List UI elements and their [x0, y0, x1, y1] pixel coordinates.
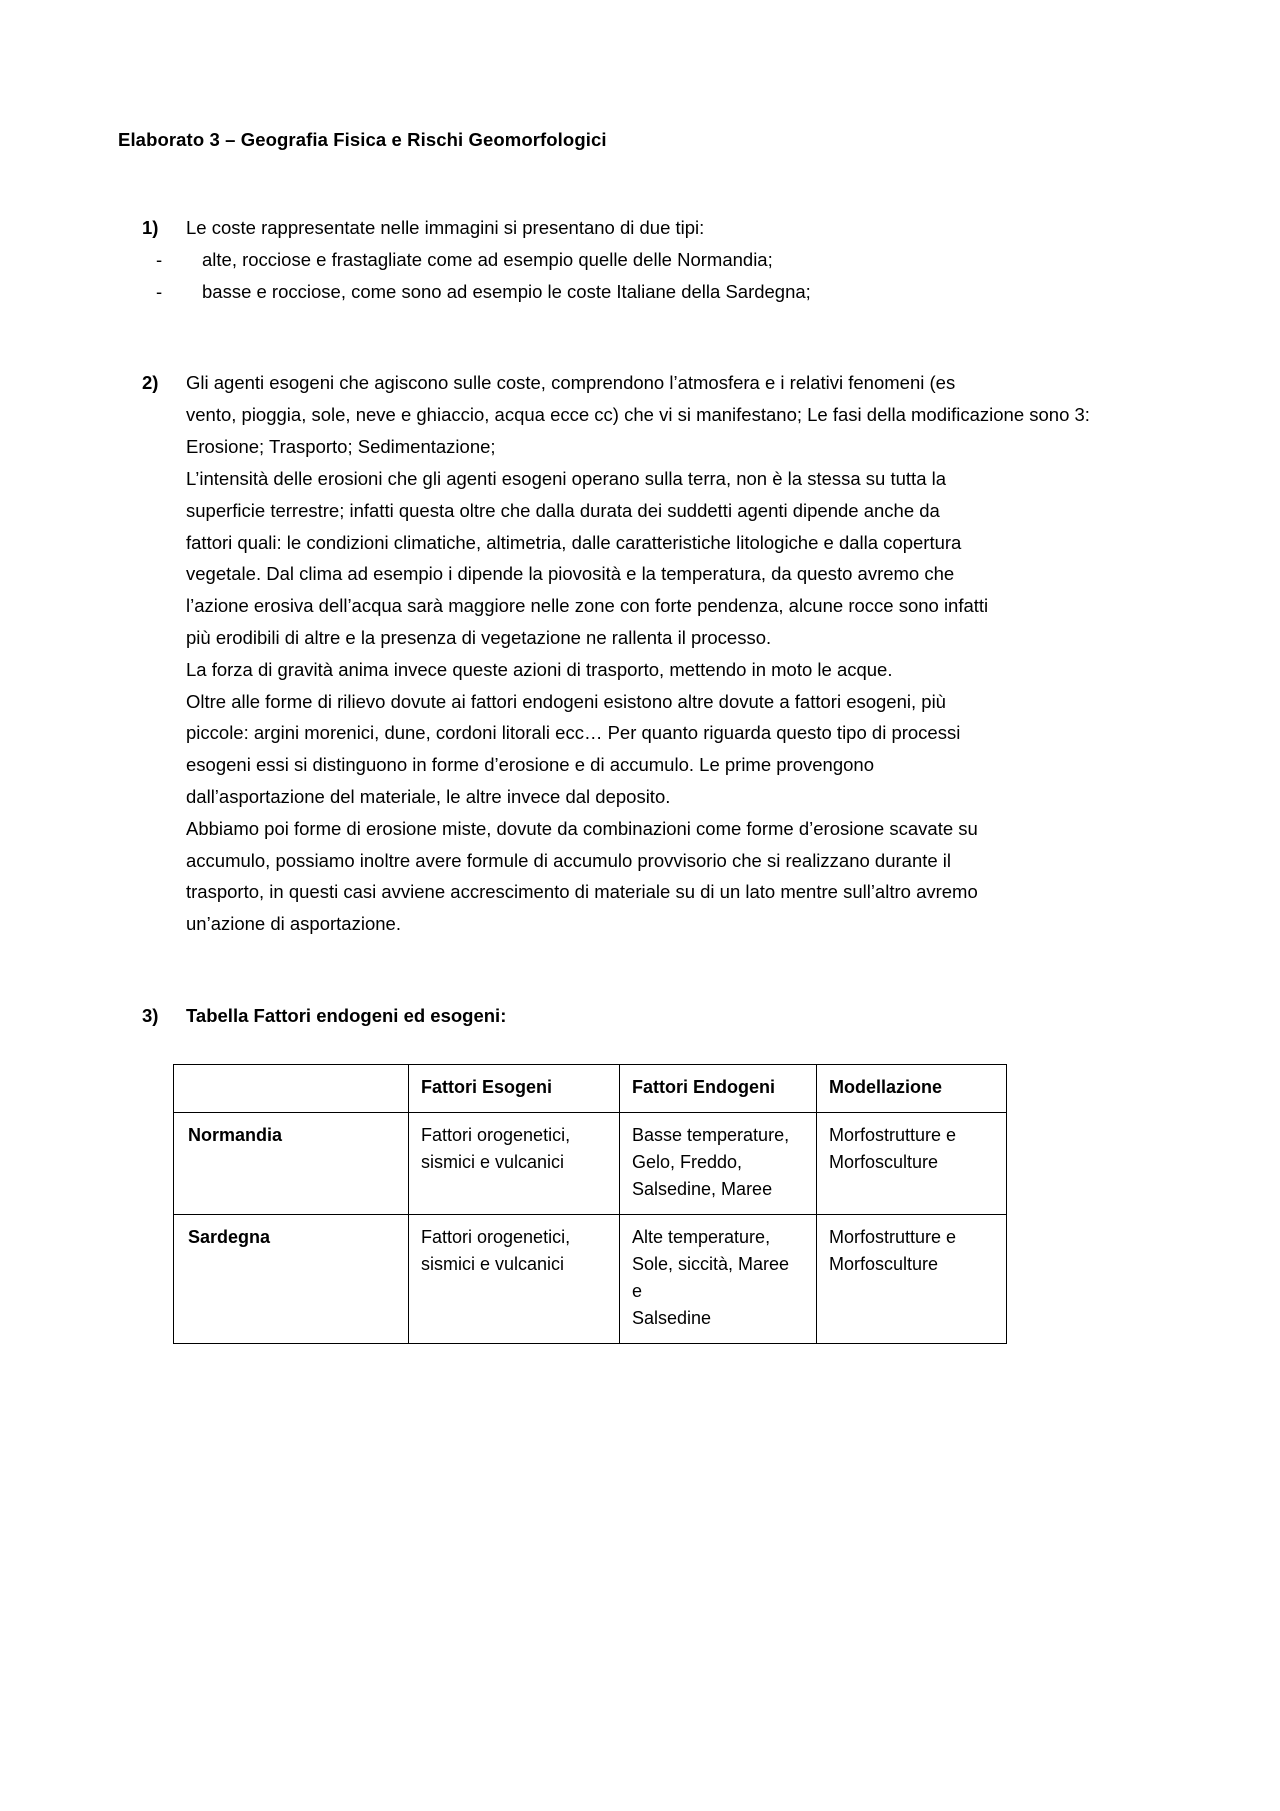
paragraph-line: L’intensità delle erosioni che gli agenti esogeni operano sulla terra, non è la stessa su tutta la: [186, 467, 947, 489]
list-item-3: [142, 1000, 1130, 1032]
cell-line: Gelo, Freddo,: [632, 1151, 743, 1172]
dash-marker: -: [156, 280, 163, 302]
paragraph-line: La forza di gravità anima invece queste azioni di trasporto, mettendo in moto le acque.: [186, 658, 893, 680]
table-row-label: Normandia: [174, 1112, 409, 1214]
paragraph-line: piccole: argini morenici, dune, cordoni litorali ecc… Per quanto riguarda questo tipo di processi: [186, 722, 961, 744]
list-item-2-text: [186, 367, 1130, 940]
table-row: [174, 1214, 1007, 1343]
paragraph-line: l’azione erosiva dell’acqua sarà maggiore nelle zone con forte pendenza, alcune rocce sono infatti: [186, 595, 989, 617]
table-header-cell-modellazione: Modellazione: [817, 1064, 1007, 1112]
list-marker-2: 2): [142, 372, 159, 394]
paragraph-line: Le fasi della modificazione sono 3:: [807, 404, 1090, 426]
paragraph-line: Erosione;: [186, 436, 265, 458]
table-header-cell-blank: [174, 1064, 409, 1112]
table-header-row: [174, 1064, 1007, 1112]
cell-line: sismici e vulcanici: [421, 1253, 565, 1274]
cell-line: Morfostrutture e: [829, 1226, 957, 1247]
paragraph-line: vento, pioggia, sole, neve e ghiaccio, acqua ecce cc) che vi si manifestano;: [186, 404, 802, 426]
table-cell-modellazione: [817, 1214, 1007, 1343]
paragraph-line: Oltre alle forme di rilievo dovute ai fattori endogeni esistono altre dovute a fattori esogeni, più: [186, 690, 946, 712]
list-item-2: [142, 367, 1130, 940]
list-item-3-text: Tabella Fattori endogeni ed esogeni:: [186, 1005, 507, 1027]
paragraph-line: Gli agenti esogeni che agiscono sulle coste, comprendono l’atmosfera e i relativi fenomeni (es: [186, 372, 956, 394]
paragraph-line: un’azione di asportazione.: [186, 913, 401, 935]
spacer: [118, 152, 1130, 212]
table-cell-modellazione: [817, 1112, 1007, 1214]
paragraph-line: vegetale. Dal clima ad esempio i dipende la piovosità e la temperatura, da questo avremo che: [186, 563, 955, 585]
paragraph-line: dall’asportazione del materiale, le altre invece dal deposito.: [186, 786, 671, 808]
cell-line: sismici e vulcanici: [421, 1151, 565, 1172]
list-marker-3: 3): [142, 1005, 159, 1027]
cell-line: Salsedine, Maree: [632, 1178, 773, 1199]
cell-line: Morfostrutture e: [829, 1124, 957, 1145]
dash-item-text: alte, rocciose e frastagliate come ad esempio quelle delle Normandia;: [202, 248, 773, 270]
table-row: [174, 1112, 1007, 1214]
table-cell-endogeni: [620, 1112, 817, 1214]
paragraph-line: accumulo, possiamo inoltre avere formule di accumulo provvisorio che si realizzano durante il: [186, 849, 952, 871]
list-item-1: [142, 212, 1130, 244]
table-header-cell-endogeni: Fattori Endogeni: [620, 1064, 817, 1112]
factors-table-wrapper: [173, 1064, 1130, 1344]
table-cell-endogeni: [620, 1214, 817, 1343]
spacer: [118, 307, 1130, 367]
cell-line: Fattori orogenetici,: [421, 1124, 571, 1145]
cell-line: Basse temperature,: [632, 1124, 790, 1145]
list-marker-1: 1): [142, 217, 159, 239]
paragraph-line: trasporto, in questi casi avviene accrescimento di materiale su di un lato mentre sull’altro avremo: [186, 881, 978, 903]
paragraph-line: fattori quali: le condizioni climatiche, altimetria, dalle caratteristiche litologiche e dalla copertura: [186, 531, 962, 553]
cell-line: Sole, siccità, Maree e: [632, 1253, 790, 1301]
spacer: [118, 940, 1130, 1000]
cell-line: Alte temperature,: [632, 1226, 771, 1247]
cell-line: Fattori orogenetici,: [421, 1226, 571, 1247]
page-title: Elaborato 3 – Geografia Fisica e Rischi Geomorfologici: [118, 129, 607, 150]
dash-marker: -: [156, 248, 163, 270]
cell-line: Salsedine: [632, 1307, 712, 1328]
factors-table: [173, 1064, 1007, 1344]
list-item: [156, 276, 1130, 308]
table-cell-esogeni: [409, 1112, 620, 1214]
list-item: [156, 244, 1130, 276]
table-cell-esogeni: [409, 1214, 620, 1343]
paragraph-line: Sedimentazione;: [357, 436, 496, 458]
paragraph-line: Trasporto;: [268, 436, 353, 458]
paragraph-line: superficie terrestre; infatti questa oltre che dalla durata dei suddetti agenti dipende anche da: [186, 499, 940, 521]
table-header-cell-esogeni: Fattori Esogeni: [409, 1064, 620, 1112]
paragraph-line: Abbiamo poi forme di erosione miste, dovute da combinazioni come forme d’erosione scavate su: [186, 817, 978, 839]
cell-line: Morfosculture: [829, 1253, 939, 1274]
table-row-label: Sardegna: [174, 1214, 409, 1343]
paragraph-line: esogeni essi si distinguono in forme d’erosione e di accumulo. Le prime provengono: [186, 754, 874, 776]
dash-item-text: basse e rocciose, come sono ad esempio le coste Italiane della Sardegna;: [202, 280, 811, 302]
list-item-1-text: Le coste rappresentate nelle immagini si presentano di due tipi:: [186, 217, 705, 239]
cell-line: Morfosculture: [829, 1151, 939, 1172]
paragraph-line: più erodibili di altre e la presenza di vegetazione ne rallenta il processo.: [186, 626, 772, 648]
